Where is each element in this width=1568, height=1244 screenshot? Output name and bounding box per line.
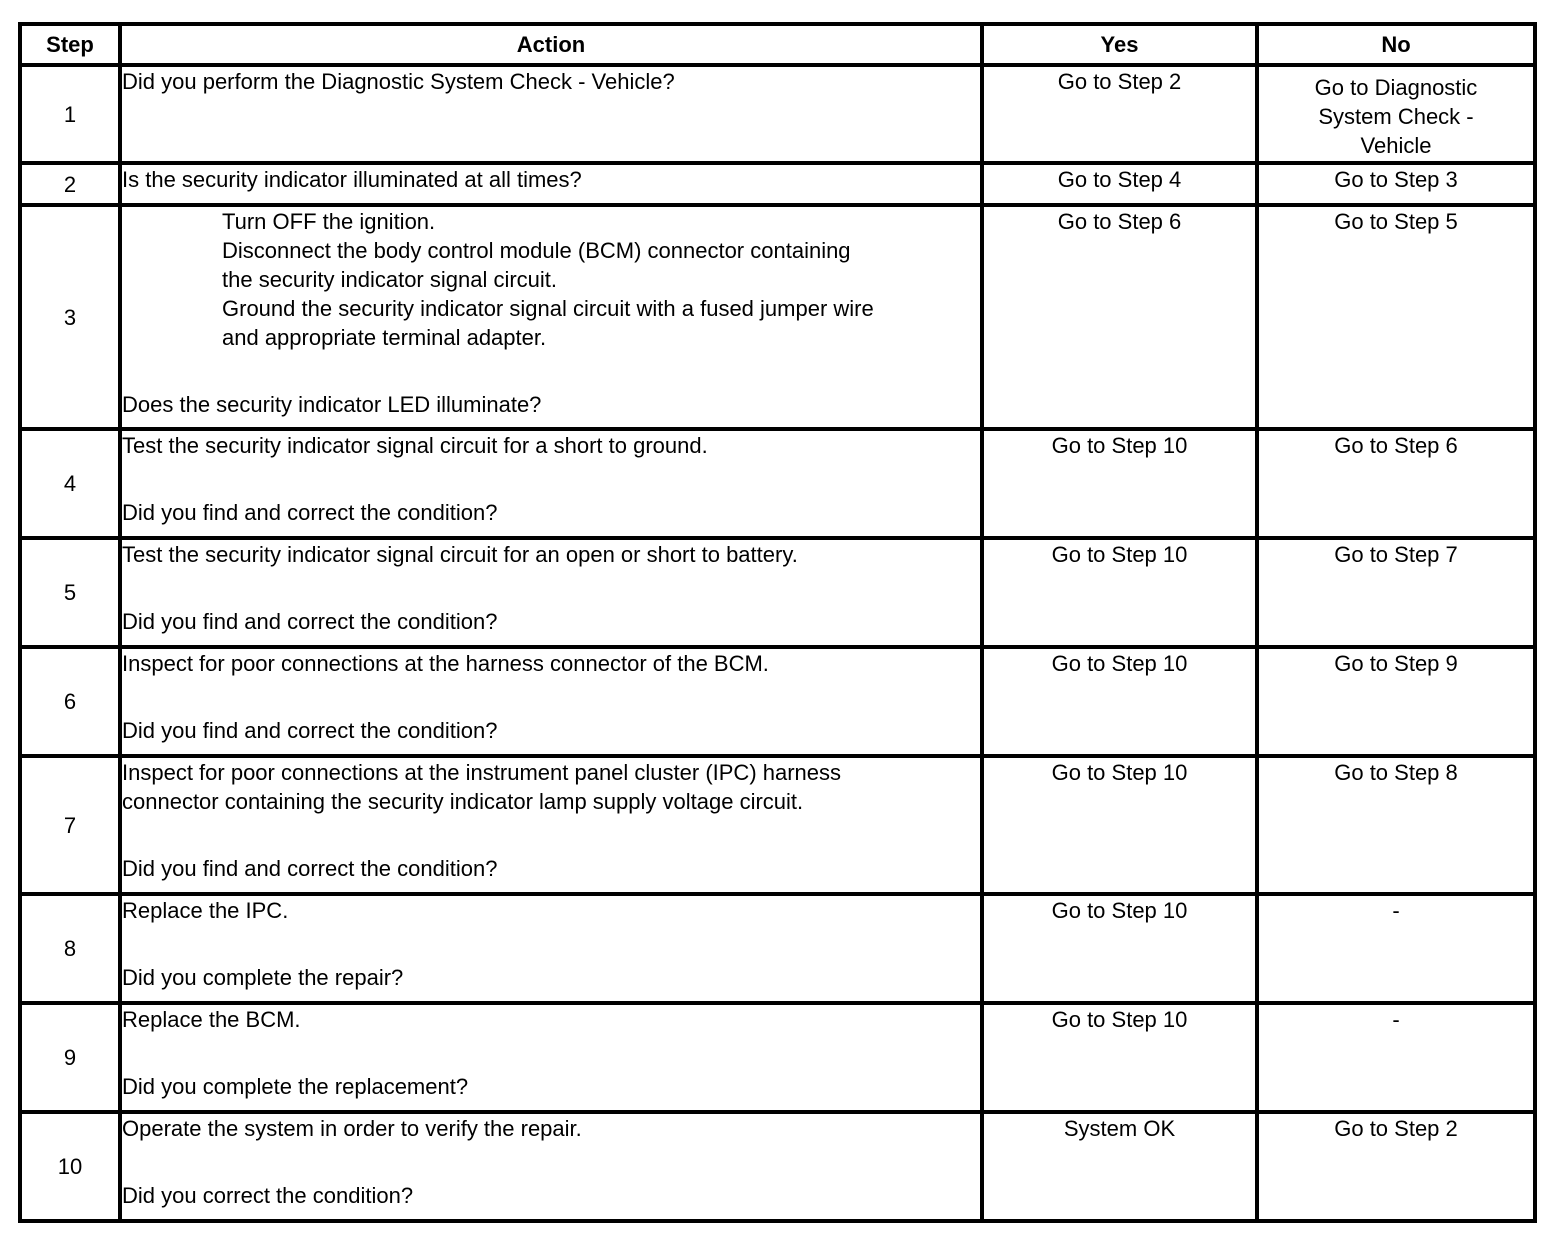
instruction-line: connector containing the security indicator lamp supply voltage circuit.	[122, 789, 804, 814]
instruction-text: Replace the BCM.	[122, 1007, 301, 1032]
question-text: Did you find and correct the condition?	[122, 856, 498, 881]
table-row	[20, 163, 1535, 205]
diagnostic-table	[18, 22, 1537, 1223]
question-text: Did you perform the Diagnostic System Check - Vehicle?	[122, 69, 675, 94]
step-number: 9	[20, 1003, 120, 1112]
step-number: 1	[20, 65, 120, 163]
no-line: Vehicle	[1360, 133, 1432, 158]
table-row	[20, 1112, 1535, 1221]
yes-cell: Go to Step 4	[982, 163, 1257, 205]
step-number: 7	[20, 756, 120, 894]
table-row	[20, 894, 1535, 1003]
action-cell	[120, 65, 982, 163]
yes-cell: Go to Step 10	[982, 1003, 1257, 1112]
yes-cell: Go to Step 10	[982, 647, 1257, 756]
step-number: 8	[20, 894, 120, 1003]
no-cell: -	[1257, 1003, 1535, 1112]
instruction-text: Test the security indicator signal circuit for a short to ground.	[122, 433, 708, 458]
instruction-line: Inspect for poor connections at the instrument panel cluster (IPC) harness	[122, 760, 842, 785]
action-cell	[120, 205, 982, 429]
no-cell: Go to Step 8	[1257, 756, 1535, 894]
table-row	[20, 538, 1535, 647]
action-cell	[120, 163, 982, 205]
no-cell: Go to Step 3	[1257, 163, 1535, 205]
no-cell	[1257, 65, 1535, 163]
table-row	[20, 1003, 1535, 1112]
instruction-list	[122, 207, 980, 352]
table-row	[20, 65, 1535, 163]
instruction-line: and appropriate terminal adapter.	[222, 325, 547, 350]
instruction-text: Replace the IPC.	[122, 898, 289, 923]
question-text: Did you complete the replacement?	[122, 1074, 469, 1099]
instruction-line: Turn OFF the ignition.	[222, 209, 436, 234]
action-cell	[120, 756, 982, 894]
no-cell: Go to Step 5	[1257, 205, 1535, 429]
table-row	[20, 429, 1535, 538]
step-number: 10	[20, 1112, 120, 1221]
question-text: Is the security indicator illuminated at all times?	[122, 167, 582, 192]
header-row	[20, 24, 1535, 65]
no-cell: Go to Step 2	[1257, 1112, 1535, 1221]
step-number: 4	[20, 429, 120, 538]
header-step: Step	[20, 24, 120, 65]
question-text: Did you complete the repair?	[122, 965, 404, 990]
action-cell	[120, 429, 982, 538]
instruction-line: Ground the security indicator signal circuit with a fused jumper wire	[222, 296, 874, 321]
no-cell: Go to Step 7	[1257, 538, 1535, 647]
question-text: Does the security indicator LED illuminate?	[122, 392, 542, 417]
no-cell: Go to Step 6	[1257, 429, 1535, 538]
step-number: 2	[20, 163, 120, 205]
header-yes: Yes	[982, 24, 1257, 65]
step-number: 5	[20, 538, 120, 647]
yes-cell: System OK	[982, 1112, 1257, 1221]
table-row	[20, 756, 1535, 894]
yes-cell: Go to Step 10	[982, 756, 1257, 894]
header-action: Action	[120, 24, 982, 65]
no-cell: -	[1257, 894, 1535, 1003]
yes-cell: Go to Step 2	[982, 65, 1257, 163]
header-no: No	[1257, 24, 1535, 65]
step-number: 3	[20, 205, 120, 429]
yes-cell: Go to Step 6	[982, 205, 1257, 429]
instruction-line: Disconnect the body control module (BCM) connector containing	[222, 238, 851, 263]
no-cell: Go to Step 9	[1257, 647, 1535, 756]
instruction-text: Inspect for poor connections at the harness connector of the BCM.	[122, 651, 769, 676]
action-cell	[120, 1112, 982, 1221]
table-row	[20, 205, 1535, 429]
no-line: System Check -	[1318, 104, 1474, 129]
yes-cell: Go to Step 10	[982, 894, 1257, 1003]
question-text: Did you find and correct the condition?	[122, 500, 498, 525]
action-cell	[120, 647, 982, 756]
action-cell	[120, 538, 982, 647]
question-text: Did you find and correct the condition?	[122, 718, 498, 743]
step-number: 6	[20, 647, 120, 756]
instruction-text: Test the security indicator signal circuit for an open or short to battery.	[122, 542, 798, 567]
table-row	[20, 647, 1535, 756]
instruction-line: the security indicator signal circuit.	[222, 267, 558, 292]
question-text: Did you find and correct the condition?	[122, 609, 498, 634]
instruction-text: Operate the system in order to verify the repair.	[122, 1116, 582, 1141]
question-text: Did you correct the condition?	[122, 1183, 414, 1208]
yes-cell: Go to Step 10	[982, 429, 1257, 538]
no-line: Go to Diagnostic	[1314, 75, 1478, 100]
action-cell	[120, 1003, 982, 1112]
yes-cell: Go to Step 10	[982, 538, 1257, 647]
action-cell	[120, 894, 982, 1003]
